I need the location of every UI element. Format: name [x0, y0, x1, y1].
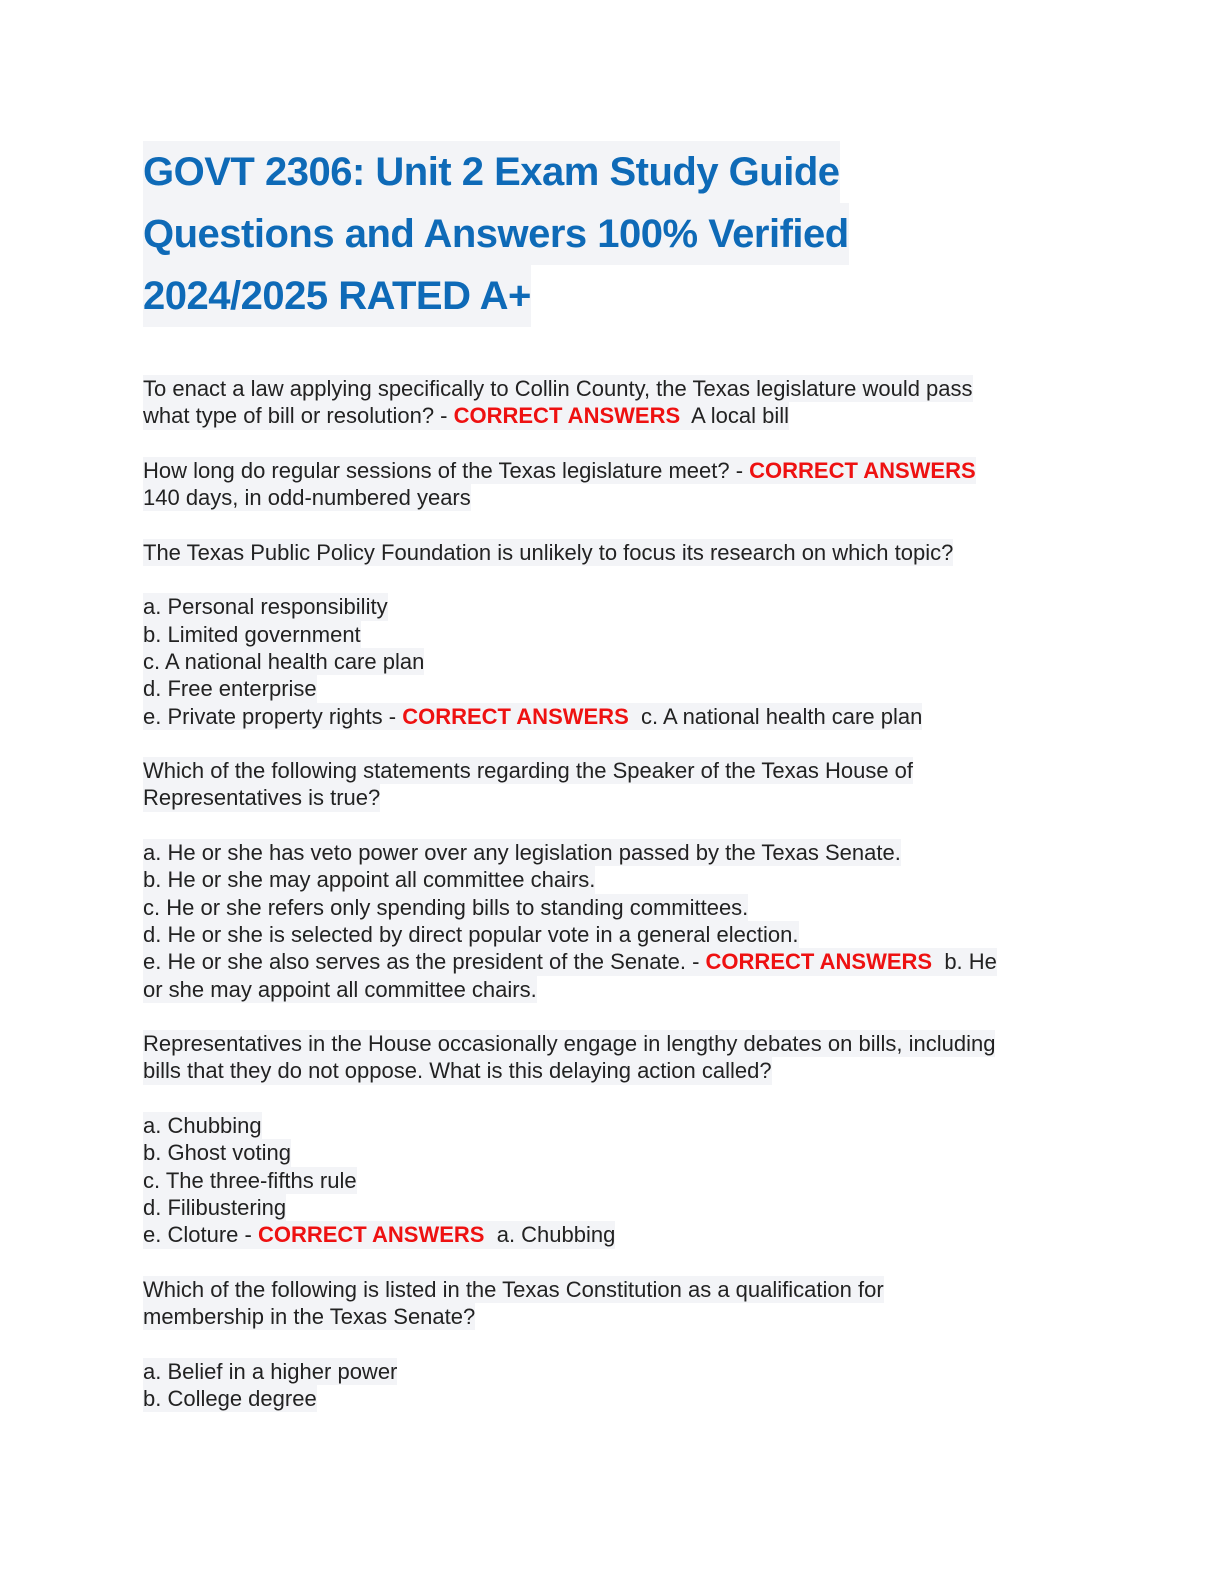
question-1 [143, 375, 1083, 430]
title-line: GOVT 2306: Unit 2 Exam Study Guide [143, 141, 840, 203]
answer-text: a. Chubbing [496, 1222, 616, 1248]
question-4-options [143, 839, 1083, 1003]
question-text: Which of the following is listed in the Texas Constitution as a qualification for [143, 1276, 884, 1302]
question-text: what type of bill or resolution? - CORRECT ANSWERS A local bill [143, 403, 789, 429]
document-page [143, 141, 1083, 1440]
option: a. He or she has veto power over any legislation passed by the Texas Senate. [143, 840, 901, 866]
question-3 [143, 539, 1083, 566]
option: b. He or she may appoint all committee chairs. [143, 867, 596, 893]
answer-text: or she may appoint all committee chairs. [143, 976, 537, 1002]
question-text: To enact a law applying specifically to Collin County, the Texas legislature would pass [143, 376, 973, 401]
option: c. He or she refers only spending bills to standing committees. [143, 894, 749, 920]
document-title [143, 141, 1083, 327]
correct-answers-label: CORRECT ANSWERS [257, 1222, 485, 1248]
option: a. Chubbing [143, 1113, 262, 1139]
correct-answers-label: CORRECT ANSWERS [749, 457, 976, 483]
question-text: Representatives is true? [143, 785, 381, 811]
option: d. He or she is selected by direct popular vote in a general election. [143, 921, 799, 947]
option: d. Free enterprise [143, 676, 317, 702]
option: b. Limited government [143, 621, 361, 647]
question-text: bills that they do not oppose. What is this delaying action called? [143, 1058, 772, 1084]
option: e. Cloture - CORRECT ANSWERS a. Chubbing [143, 1222, 616, 1248]
question-text: membership in the Texas Senate? [143, 1304, 476, 1330]
answer-text: c. A national health care plan [640, 703, 923, 729]
answer-text: 140 days, in odd-numbered years [143, 485, 471, 511]
question-text: How long do regular sessions of the Texas legislature meet? - CORRECT ANSWERS [143, 457, 976, 483]
answer-text: A local bill [691, 403, 789, 429]
option: a. Belief in a higher power [143, 1358, 398, 1384]
option: c. A national health care plan [143, 648, 425, 674]
question-4 [143, 757, 1083, 812]
question-2 [143, 457, 1083, 512]
answer-text: b. He [944, 949, 997, 975]
option: d. Filibustering [143, 1194, 287, 1220]
option: e. Private property rights - CORRECT ANSWERS c. A national health care plan [143, 703, 923, 729]
option: e. He or she also serves as the president of the Senate. - CORRECT ANSWERS b. He [143, 949, 997, 975]
correct-answers-label: CORRECT ANSWERS [453, 403, 681, 429]
question-text: Which of the following statements regarding the Speaker of the Texas House of [143, 758, 914, 784]
option: b. College degree [143, 1385, 317, 1411]
question-3-options [143, 593, 1083, 729]
question-6 [143, 1276, 1083, 1331]
question-6-options [143, 1358, 1083, 1413]
title-line: Questions and Answers 100% Verified [143, 203, 849, 265]
question-5 [143, 1030, 1083, 1085]
correct-answers-label: CORRECT ANSWERS [402, 703, 629, 729]
option: c. The three-fifths rule [143, 1167, 357, 1193]
question-text: Representatives in the House occasionally engage in lengthy debates on bills, including [143, 1031, 996, 1057]
question-text: The Texas Public Policy Foundation is unlikely to focus its research on which topic? [143, 539, 954, 565]
question-5-options [143, 1112, 1083, 1248]
title-line: 2024/2025 RATED A+ [143, 265, 531, 327]
option: b. Ghost voting [143, 1140, 291, 1166]
option: a. Personal responsibility [143, 594, 388, 620]
correct-answers-label: CORRECT ANSWERS [705, 949, 933, 975]
